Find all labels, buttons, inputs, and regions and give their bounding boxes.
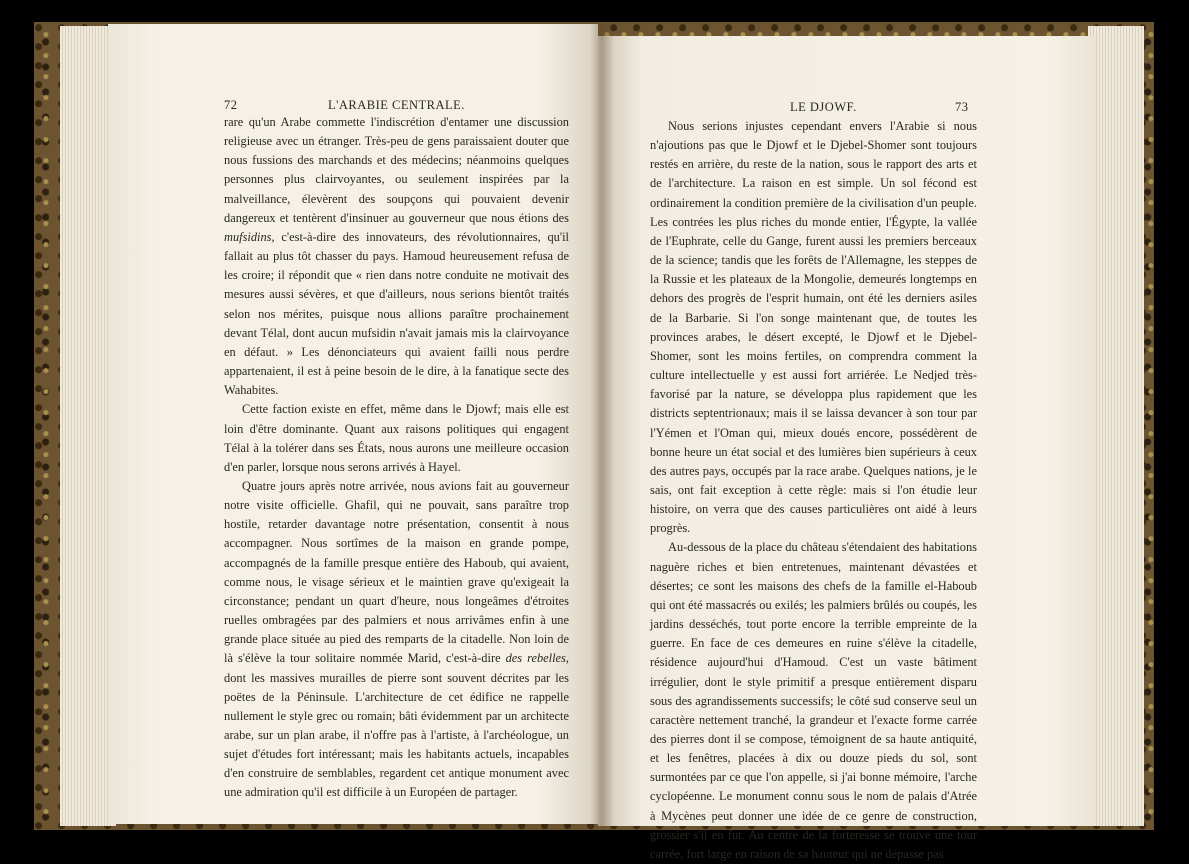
left-running-head: L'ARABIE CENTRALE. (328, 98, 465, 112)
paragraph: Nous serions injustes cependant envers l'Arabie si nous n'ajoutions pas que le Djowf et le Djebel-Shomer sont toujours restés en arrière, du reste de la nation, sous le rapport des arts et de l'architecture. La raison en est simple. Un sol fécond est ordinairement la condition première de la civilisation d'un peuple. Les contrées les plus riches du monde entier, l'Égypte, la vallée de l'Euphrate, celle du Gange, furent aussi les premiers berceaux de la science; tandis que les forêts de l'Allemagne, les steppes de la Russie et les plateaux de la Mongolie, demeurés longtemps en dehors des progrès de l'esprit humain, ont été les derniers asiles de la Barbarie. Si l'on songe maintenant que, de toutes les provinces arabes, le désert excepté, le Djowf et le Djebel-Shomer, sont les moins fertiles, on comprendra comment la culture intellectuelle y est aussi fort arriérée. Le Nedjed très-favorisé par la nature, se développa plus rapidement que les districts septentrionaux; mais il se laissa devancer à son tour par l'Yémen et l'Oman qui, mieux doués encore, possédèrent de bonne heure un état social et des lumières bien supérieurs à ceux des autres pays, occupés par la race arabe. Quelques nations, je le sais, ont fait exception à cette règle: mais si l'on étudie leur histoire, on verra que des causes particulières ont aidé à leurs progrès. (650, 119, 977, 536)
paragraph: rare qu'un Arabe commette l'indiscrétion d'entamer une discussion religieuse avec un étranger. Très-peu de gens paraissaient douter que nous fussions des marchands et des médecins; néanmoins quelques personnes plus clairvoyantes, ou seulement inspirées par la malveillance, élevèrent des soupçons qui pouvaient devenir dangereux et tentèrent d'insinuer au gouverneur que nous étions des mufsidins, c'est-à-dire des innovateurs, des révolutionnaires, qu'il fallait au plus tôt chasser du pays. Hamoud heureusement refusa de les croire; il répondit que « rien dans notre conduite ne motivait des mesures aussi sévères, et que d'ailleurs, nous serions bientôt traités selon nos mérites, puisque nous allions paraître prochainement devant Télal, dont aucun mufsidin n'avait jamais mis la clairvoyance en défaut. » Les dénonciateurs qui avaient failli nous perdre appartenaient, il est à peine besoin de le dire, à la fanatique secte des Wahabites. (224, 115, 569, 398)
left-page-number: 72 (224, 98, 238, 112)
paragraph: Cette faction existe en effet, même dans le Djowf; mais elle est loin d'être dominante. Quant aux raisons politiques qui engagent Télal à la tolérer dans ses États, nous aurons une meilleure occasion d'en parler, lorsque nous serons arrivés à Hayel. (224, 402, 569, 474)
paragraph: Quatre jours après notre arrivée, nous avions fait au gouverneur notre visite officielle. Ghafil, qui ne pouvait, sans paraître trop hostile, retarder davantage notre présentation, consentit à nous accompagner. Nous sortîmes de la maison en grande pompe, accompagnés de la famille presque entière des Haboub, qui avaient, comme nous, le visage sérieux et le maintien grave qu'exigeait la circonstance; pendant un quart d'heure, nous longeâmes d'étroites ruelles ombragées par des palmiers et nous arrivâmes enfin à une grande place située au pied des remparts de la citadelle. Non loin de là s'élève la tour solitaire nommée Marid, c'est-à-dire des rebelles, dont les massives murailles de pierre sont souvent décrites par les poëtes de la Péninsule. L'architecture de cet édifice ne rappelle nullement le style grec ou romain; bâti évidemment par un architecte arabe, sur un plan arabe, il n'offre pas à l'artiste, à l'archéologue, un sujet d'études fort intéressant; mais les habitants actuels, incapables d'en construire de semblables, regardent cet antique monument avec une admiration qu'il est difficile à un Européen de partager. (224, 478, 569, 800)
book-gutter (590, 24, 614, 826)
right-running-head: LE DJOWF. (790, 100, 857, 114)
right-page-body (650, 117, 977, 864)
left-page-body (224, 113, 569, 803)
paragraph: Au-dessous de la place du château s'étendaient des habitations naguère riches et bien entretenues, maintenant dévastées et désertes; ce sont les maisons des chefs de la famille el-Haboub qui ont été massacrés ou exilés; les palmiers brûlés ou coupés, les jardins desséchés, tout porte encore la terrible empreinte de la guerre. En face de ces demeures en ruine s'élève la citadelle, résidence aujourd'hui d'Hamoud. C'est un vaste bâtiment irrégulier, dont le style primitif a presque entièrement disparu sous des agrandissements successifs; le côté sud conserve seul un caractère nettement tranché, la grandeur et l'exacte forme carrée des pierres dont il se compose, témoignent de sa haute antiquité, et les fenêtres, placées à dix ou douze pieds du sol, sont surmontées par ce que l'on appelle, si j'ai bonne mémoire, l'arche cyclopéenne. Le monument connu sous le nom de palais d'Atrée à Mycènes peut donner une idée de ce genre de construction, grossier s'il en fut. Au centre de la forteresse se trouve une tour carrée, fort large en raison de sa hauteur qui ne dépasse pas (650, 540, 977, 861)
right-page-number: 73 (955, 100, 969, 114)
right-page-edges (1088, 26, 1144, 826)
